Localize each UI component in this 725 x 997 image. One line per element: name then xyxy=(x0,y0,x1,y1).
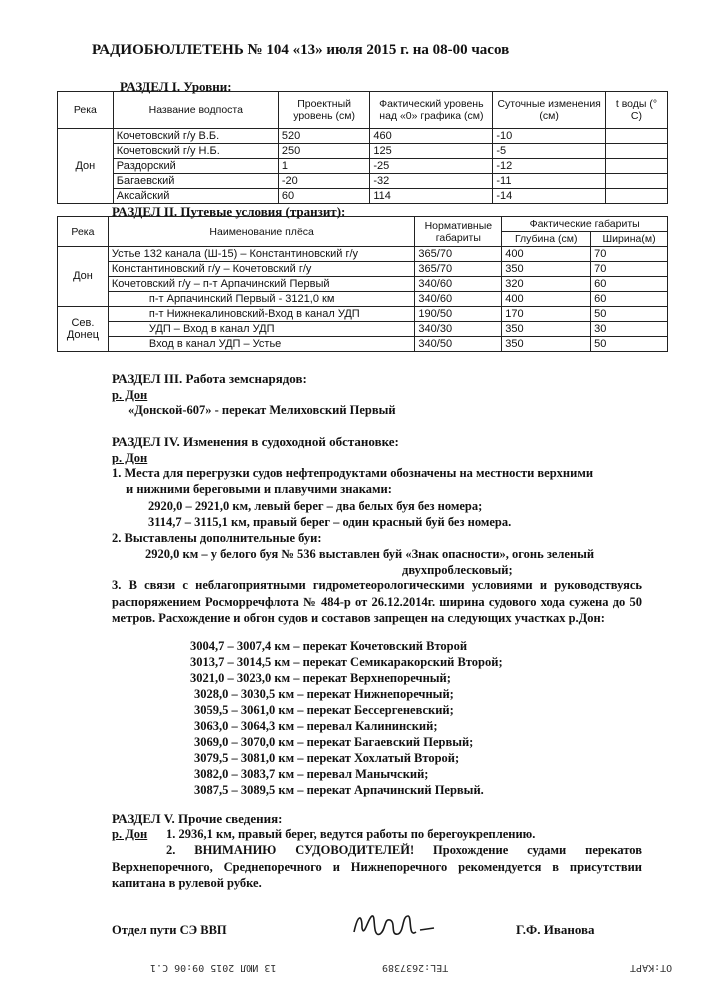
header-depth: Глубина (см) xyxy=(502,232,591,247)
item2-line-c: двухпроблесковый; xyxy=(402,563,513,577)
actual-level: -32 xyxy=(370,174,493,189)
item1-line-d: 3114,7 – 3115,1 км, правый берег – один красный буй без номера. xyxy=(148,515,512,529)
daily-change: -12 xyxy=(493,159,606,174)
dredger-line: «Донской-607» - перекат Мелиховский Первый xyxy=(128,403,396,417)
reach-name: п-т Арпачинский Первый - 3121,0 км xyxy=(108,292,415,307)
width: 70 xyxy=(591,262,668,277)
fax-footer-date: 13 ИЮЛ 2015 09:06 С.1 xyxy=(150,962,277,973)
section5-river: р. Дон xyxy=(112,827,148,841)
depth: 350 xyxy=(502,337,591,352)
levels-header-row xyxy=(58,92,668,129)
fax-footer-tel: TEL:2637389 xyxy=(382,962,449,973)
signature-icon xyxy=(350,908,440,944)
daily-change: -10 xyxy=(493,129,606,144)
table-row xyxy=(58,322,668,337)
table-row xyxy=(58,144,668,159)
actual-level: -25 xyxy=(370,159,493,174)
section2-heading: РАЗДЕЛ II. Путевые условия (транзит): xyxy=(112,204,346,219)
table-row xyxy=(58,159,668,174)
reach-name: п-т Нижнекалиновский-Вход в канал УДП xyxy=(108,307,415,322)
design-level: 1 xyxy=(278,159,370,174)
list-item: 3079,5 – 3081,0 км – перекат Хохлатый Второй; xyxy=(194,751,460,765)
header-width: Ширина(м) xyxy=(591,232,668,247)
list-item: 3087,5 – 3089,5 км – перекат Арпачинский Первый. xyxy=(194,783,484,797)
bulletin-title: РАДИОБЮЛЛЕТЕНЬ № 104 «13» июля 2015 г. на 08-00 часов xyxy=(92,42,510,58)
river-cell: Дон xyxy=(58,247,109,307)
levels-table xyxy=(57,91,668,204)
item2-line-a: 2. Выставлены дополнительные буи: xyxy=(112,531,322,545)
reach-name: Константиновский г/у – Кочетовский г/у xyxy=(108,262,415,277)
table-row xyxy=(58,129,668,144)
norm-dims: 340/30 xyxy=(415,322,502,337)
actual-level: 125 xyxy=(370,144,493,159)
transit-header-row xyxy=(58,217,668,232)
table-row xyxy=(58,292,668,307)
water-temp xyxy=(605,129,667,144)
design-level: -20 xyxy=(278,174,370,189)
norm-dims: 365/70 xyxy=(415,262,502,277)
water-temp xyxy=(605,189,667,204)
daily-change: -11 xyxy=(493,174,606,189)
department-label: Отдел пути СЭ ВВП xyxy=(112,923,227,937)
table-row xyxy=(58,247,668,262)
section4-heading: РАЗДЕЛ IV. Изменения в судоходной обстановке: xyxy=(112,434,399,449)
norm-dims: 365/70 xyxy=(415,247,502,262)
norm-dims: 340/50 xyxy=(415,337,502,352)
table-row xyxy=(58,307,668,322)
station-name: Кочетовский г/у Н.Б. xyxy=(113,144,278,159)
actual-level: 114 xyxy=(370,189,493,204)
header-actual-dims: Фактические габариты xyxy=(502,217,668,232)
fax-footer-from: OT:KAPT xyxy=(630,962,673,973)
width: 50 xyxy=(591,307,668,322)
water-temp xyxy=(605,159,667,174)
river-cell: Сев. Донец xyxy=(58,307,109,352)
water-temp xyxy=(605,144,667,159)
section3-heading: РАЗДЕЛ III. Работа земснарядов: xyxy=(112,371,307,386)
depth: 400 xyxy=(502,247,591,262)
header-norm-dims: Нормативные габариты xyxy=(415,217,502,247)
list-item: 3082,0 – 3083,7 км – перевал Манычский; xyxy=(194,767,429,781)
section3-river: р. Дон xyxy=(112,388,148,402)
section5-heading: РАЗДЕЛ V. Прочие сведения: xyxy=(112,811,283,826)
daily-change: -5 xyxy=(493,144,606,159)
reach-name: Кочетовский г/у – п-т Арпачинский Первый xyxy=(108,277,415,292)
daily-change: -14 xyxy=(493,189,606,204)
depth: 350 xyxy=(502,262,591,277)
depth: 320 xyxy=(502,277,591,292)
section5-item2: 2. ВНИМАНИЮ СУДОВОДИТЕЛЕЙ! Прохождение судами перекатов Верхнепоречного, Среднепоречного и Нижнепоречного рекомендуется в присутствии капитана в рулевой рубке. xyxy=(112,843,642,890)
water-temp xyxy=(605,174,667,189)
table-row xyxy=(58,174,668,189)
station-name: Кочетовский г/у В.Б. xyxy=(113,129,278,144)
list-item: 3004,7 – 3007,4 км – перекат Кочетовский Второй xyxy=(190,639,468,653)
width: 30 xyxy=(591,322,668,337)
actual-level: 460 xyxy=(370,129,493,144)
list-item: 3028,0 – 3030,5 км – перекат Нижнепоречный; xyxy=(194,687,454,701)
header-reach-name: Наименование плёса xyxy=(108,217,415,247)
header-station: Название водпоста xyxy=(113,92,278,129)
width: 60 xyxy=(591,292,668,307)
item1-line-a: 1. Места для перегрузки судов нефтепродуктами обозначены на местности верхними xyxy=(112,466,594,480)
transit-table xyxy=(57,216,668,352)
width: 60 xyxy=(591,277,668,292)
reach-name: Устье 132 канала (Ш-15) – Константиновский г/у xyxy=(108,247,415,262)
list-item: 3013,7 – 3014,5 км – перекат Семикаракорский Второй; xyxy=(190,655,503,669)
section1-heading: РАЗДЕЛ I. Уровни: xyxy=(120,79,232,94)
header-river: Река xyxy=(58,217,109,247)
station-name: Раздорский xyxy=(113,159,278,174)
reach-name: Вход в канал УДП – Устье xyxy=(108,337,415,352)
reach-name: УДП – Вход в канал УДП xyxy=(108,322,415,337)
design-level: 520 xyxy=(278,129,370,144)
section4-river: р. Дон xyxy=(112,451,148,465)
header-design-level: Проектный уровень (см) xyxy=(278,92,370,129)
header-river: Река xyxy=(58,92,114,129)
station-name: Багаевский xyxy=(113,174,278,189)
section5-item1: 1. 2936,1 км, правый берег, ведутся работы по берегоукреплению. xyxy=(166,827,536,841)
norm-dims: 340/60 xyxy=(415,292,502,307)
table-row xyxy=(58,262,668,277)
item1-line-c: 2920,0 – 2921,0 км, левый берег – два белых буя без номера; xyxy=(148,499,483,513)
width: 50 xyxy=(591,337,668,352)
header-daily-change: Суточные изменения (см) xyxy=(493,92,606,129)
table-row xyxy=(58,277,668,292)
header-actual-level: Фактический уровень над «0» графика (см) xyxy=(370,92,493,129)
river-cell: Дон xyxy=(58,129,114,204)
item2-line-b: 2920,0 км – у белого буя № 536 выставлен буй «Знак опасности», огонь зеленый xyxy=(145,547,595,561)
item1-line-b: и нижними береговыми и плавучими знаками: xyxy=(126,482,392,496)
list-item: 3021,0 – 3023,0 км – перекат Верхнепоречный; xyxy=(190,671,451,685)
norm-dims: 190/50 xyxy=(415,307,502,322)
station-name: Аксайский xyxy=(113,189,278,204)
depth: 400 xyxy=(502,292,591,307)
signer-name: Г.Ф. Иванова xyxy=(516,922,595,937)
table-row xyxy=(58,189,668,204)
design-level: 60 xyxy=(278,189,370,204)
design-level: 250 xyxy=(278,144,370,159)
depth: 350 xyxy=(502,322,591,337)
list-item: 3069,0 – 3070,0 км – перекат Багаевский Первый; xyxy=(194,735,474,749)
header-water-temp: t воды (° С) xyxy=(605,92,667,129)
list-item: 3059,5 – 3061,0 км – перекат Бессергеневский; xyxy=(194,703,454,717)
item3-paragraph: 3. В связи с неблагоприятными гидрометеорологическими условиями и руководствуясь распоряжением Росморречфлота № 484-р от 26.12.2014г. ширина судового хода сужена до 50 метров. Расхождение и обгон судов и составов запрещен на следующих участках р.Дон: xyxy=(112,578,642,625)
depth: 170 xyxy=(502,307,591,322)
width: 70 xyxy=(591,247,668,262)
table-row xyxy=(58,337,668,352)
list-item: 3063,0 – 3064,3 км – перевал Калининский; xyxy=(194,719,438,733)
norm-dims: 340/60 xyxy=(415,277,502,292)
